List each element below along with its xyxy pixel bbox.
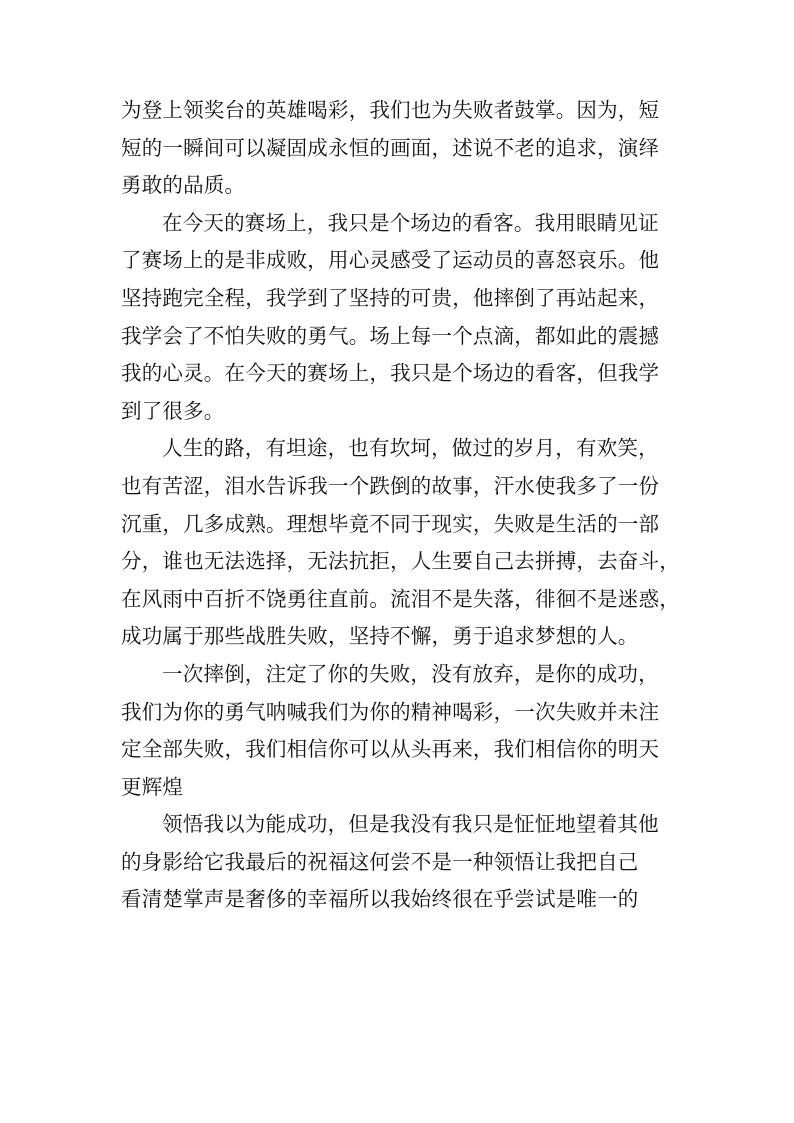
text-line: 更辉煌 [121, 774, 184, 799]
text-line: 我们为你的勇气呐喊我们为你的精神喝彩，一次失败并未注 [121, 699, 660, 724]
text-line: 定全部失败，我们相信你可以从头再来，我们相信你的明天 [121, 737, 660, 762]
paragraph-start-line: 领悟我以为能成功，但是我没有我只是怔怔地望着其他 [162, 812, 659, 837]
body-text [121, 92, 681, 919]
text-line: 的身影给它我最后的祝福这何尝不是一种领悟让我把自己 [121, 849, 639, 874]
paragraph-start-line: 在今天的赛场上，我只是个场边的看客。我用眼睛见证 [162, 210, 659, 235]
text-line: 看清楚掌声是奢侈的幸福所以我始终很在乎尝试是唯一的 [121, 887, 639, 912]
text-line: 在风雨中百折不饶勇往直前。流泪不是失落，徘徊不是迷惑， [121, 586, 680, 611]
text-line: 我学会了不怕失败的勇气。场上每一个点滴，都如此的震撼 [121, 323, 660, 348]
text-line: 成功属于那些战胜失败，坚持不懈，勇于追求梦想的人。 [121, 624, 639, 649]
text-line: 坚持跑完全程，我学到了坚持的可贵，他摔倒了再站起来， [121, 285, 660, 310]
text-line: 分，谁也无法选择，无法抗拒，人生要自己去拼搏，去奋斗， [121, 549, 680, 574]
text-line: 了赛场上的是非成败，用心灵感受了运动员的喜怒哀乐。他 [121, 248, 660, 273]
paragraph-start-line: 人生的路，有坦途，也有坎坷，做过的岁月，有欢笑， [162, 436, 659, 461]
text-line: 短的一瞬间可以凝固成永恒的画面，述说不老的追求，演绎 [121, 135, 660, 160]
text-line: 为登上领奖台的英雄喝彩，我们也为失败者鼓掌。因为，短 [121, 98, 660, 122]
text-line: 到了很多。 [121, 398, 225, 423]
text-line: 也有苦涩，泪水告诉我一个跌倒的故事，汗水使我多了一份 [121, 473, 660, 498]
paragraph-start-line: 一次摔倒，注定了你的失败，没有放弃，是你的成功， [162, 661, 659, 686]
text-line: 我的心灵。在今天的赛场上，我只是个场边的看客，但我学 [121, 361, 660, 386]
text-line: 沉重，几多成熟。理想毕竟不同于现实，失败是生活的一部 [121, 511, 660, 536]
text-line: 勇敢的品质。 [121, 173, 246, 198]
